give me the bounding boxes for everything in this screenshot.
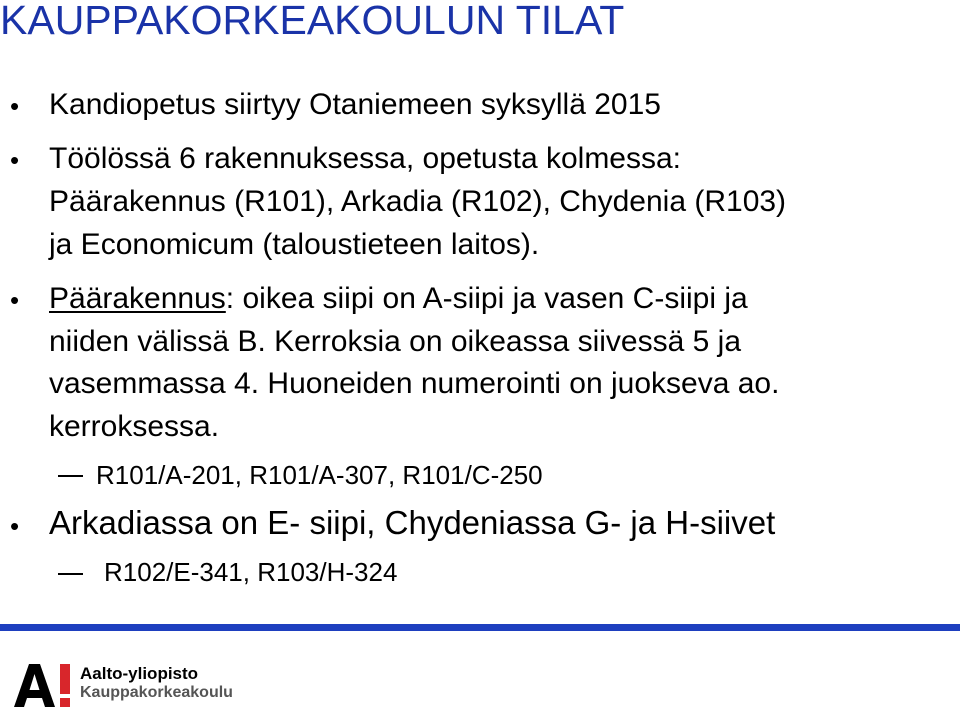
university-name: Aalto-yliopisto bbox=[80, 664, 199, 683]
sub-bullet-room-codes-2: R102/E-341, R103/H-324 bbox=[104, 557, 398, 587]
bullet-1-line-1: Kandiopetus siirtyy Otaniemeen syksyllä 2015 bbox=[49, 88, 661, 121]
building-link-paarakennus[interactable]: Päärakennus bbox=[49, 282, 226, 315]
logo-exclamation-dot bbox=[60, 698, 70, 707]
sub-bullet-room-codes-1: R101/A-201, R101/A-307, R101/C-250 bbox=[96, 460, 543, 490]
bullet-3-line-1 bbox=[49, 281, 748, 317]
bullet-3-line-4: kerroksessa. bbox=[49, 410, 220, 443]
bullet-marker: • bbox=[10, 91, 20, 121]
logo-exclamation-bar bbox=[60, 664, 70, 694]
bullet-2-line-3: ja Economicum (taloustieteen laitos). bbox=[49, 228, 540, 261]
bullet-2-line-2: Päärakennus (R101), Arkadia (R102), Chydenia (R103) bbox=[49, 185, 787, 218]
bullet-marker: • bbox=[10, 511, 20, 541]
bullet-2-line-1: Töölössä 6 rakennuksessa, opetusta kolmessa: bbox=[49, 142, 682, 175]
slide-title: KAUPPAKORKEAKOULUN TILAT bbox=[0, 0, 625, 43]
footer-divider bbox=[0, 624, 960, 631]
bullet-3-line-2: niiden välissä B. Kerroksia on oikeassa siivessä 5 ja bbox=[49, 325, 742, 358]
bullet-4-line-1: Arkadiassa on E- siipi, Chydeniassa G- ja H-siivet bbox=[49, 504, 776, 541]
bullet-3-line-3: vasemmassa 4. Huoneiden numerointi on juokseva ao. bbox=[49, 367, 780, 400]
dash-marker bbox=[58, 475, 83, 477]
bullet-3-line-1-rest: : oikea siipi on A-siipi ja vasen C-siipi ja bbox=[225, 282, 748, 315]
bullet-marker: • bbox=[10, 285, 20, 315]
school-name: Kauppakorkeakoulu bbox=[80, 684, 233, 701]
aalto-logo-icon bbox=[12, 660, 74, 708]
bullet-marker: • bbox=[10, 145, 20, 175]
logo-a-shape bbox=[14, 664, 55, 707]
dash-marker bbox=[58, 573, 83, 575]
